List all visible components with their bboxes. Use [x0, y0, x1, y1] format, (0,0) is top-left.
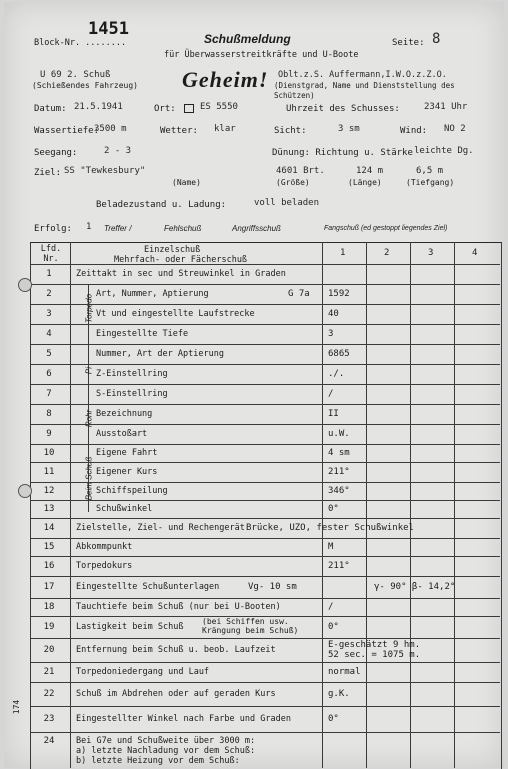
row-divider [30, 706, 500, 707]
sea-value: 2 - 3 [104, 146, 132, 156]
row-number: 1 [46, 269, 52, 279]
row-divider [30, 344, 500, 345]
col-header-2: 2 [384, 248, 390, 258]
row-divider [30, 284, 500, 285]
row-value: 0° [328, 714, 339, 724]
visibility-value: 3 sm [338, 124, 360, 134]
row-extra: (bei Schiffen usw. Krängung beim Schuß) [202, 617, 299, 635]
row-label: Zielstelle, Ziel- und Rechengerät [76, 523, 245, 533]
row-value: 0° [328, 622, 339, 632]
load-value: voll beladen [254, 198, 320, 208]
target-length: 124 m [356, 166, 384, 176]
row-label: Eigener Kurs [96, 467, 158, 477]
block-label: Block-Nr. ........ [34, 38, 127, 48]
target-draught: 6,5 m [416, 166, 444, 176]
depth-value: 3500 m [94, 124, 127, 134]
depth-label: Wassertiefe: [34, 126, 100, 136]
catch-label: Fangschuß (ed gestoppt liegendes Ziel) [324, 225, 448, 232]
group-rohr: Rohr [84, 409, 94, 428]
row-label: Lastigkeit beim Schuß [76, 622, 184, 632]
visibility-label: Sicht: [274, 126, 307, 136]
attack-label: Angriffsschuß [232, 224, 281, 233]
row-value: 3 [328, 329, 334, 339]
column-divider [366, 242, 367, 768]
form-title: Schußmeldung [204, 32, 291, 46]
row-value: g.K. [328, 689, 350, 699]
wind-value: NO 2 [444, 124, 466, 134]
row-number: 15 [43, 542, 55, 552]
row-value: 40 [328, 309, 339, 319]
column-divider [454, 242, 455, 768]
row-label: Eingestellter Winkel nach Farbe und Graden [76, 714, 291, 724]
row-number: 23 [43, 714, 55, 724]
date-value: 21.5.1941 [74, 102, 123, 112]
row-number: 19 [43, 622, 55, 632]
col-header-1: 1 [340, 248, 346, 258]
row-divider [30, 682, 500, 683]
row-divider [30, 404, 500, 405]
row-divider [30, 264, 500, 265]
row-number: 12 [43, 486, 55, 496]
col-nr-header: Lfd. Nr. [40, 244, 62, 264]
row-divider [30, 384, 500, 385]
column-divider [322, 242, 323, 768]
row-extra: Vg- 10 sm [248, 582, 297, 592]
misses-label: Fehlschuß [164, 224, 202, 233]
row-number: 16 [43, 561, 55, 571]
target-size-caption: (Größe) [276, 178, 310, 187]
row-number: 21 [43, 667, 55, 677]
row-label: Schiffspeilung [96, 486, 168, 496]
margin-note: 174 [12, 699, 22, 715]
col-desc-header-1: Einzelschuß [144, 245, 201, 255]
wind-label: Wind: [400, 126, 428, 136]
row-number: 22 [43, 689, 55, 699]
row-label: Eigene Fahrt [96, 448, 158, 458]
row-number: 20 [43, 645, 55, 655]
row-value: 346° [328, 486, 350, 496]
row-number: 2 [46, 289, 52, 299]
swell-label: Dünung: Richtung u. Stärke [272, 148, 413, 158]
row-value: normal [328, 667, 361, 677]
row-extra: Brücke, UZO, fester Schußwinkel [246, 523, 414, 533]
weather-label: Wetter: [160, 126, 198, 136]
row-value: M [328, 542, 334, 552]
row-label: Art, Nummer, Aptierung [96, 289, 209, 299]
row-divider [30, 364, 500, 365]
row-number: 14 [43, 523, 55, 533]
row-divider [30, 662, 500, 663]
row-value: 4 sm [328, 448, 350, 458]
target-size: 4601 Brt. [276, 166, 325, 176]
row-divider [30, 598, 500, 599]
row-label: Eingestellte Tiefe [96, 329, 189, 339]
group-torpedo: Torpedo [84, 293, 94, 324]
row-extra: a) letzte Nachladung vor dem Schuß: [76, 746, 256, 756]
row-value: 1592 [328, 289, 350, 299]
place-value: ES 5550 [200, 102, 238, 112]
row-divider [30, 732, 500, 733]
row-divider [30, 518, 500, 519]
row-value: b) letzte Heizung vor dem Schuß: [76, 756, 240, 766]
form-subtitle: für Überwasserstreitkräfte und U-Boote [164, 50, 359, 60]
target-length-caption: (Länge) [348, 178, 382, 187]
row-number: 6 [46, 369, 52, 379]
row-value: 211° [328, 561, 350, 571]
row-value: 0° [328, 504, 339, 514]
row-number: 10 [43, 448, 55, 458]
row-extra: G 7a [288, 289, 310, 299]
row-label: Ausstoßart [96, 429, 148, 439]
page-label: Seite: [392, 38, 425, 48]
row-label: Z-Einstellring [96, 369, 168, 379]
row-label: Torpedokurs [76, 561, 133, 571]
row-label: Bezeichnung [96, 409, 153, 419]
row-number: 7 [46, 389, 52, 399]
target-label: Ziel: [34, 168, 62, 178]
group-beim-schuss: Beim Schuß [84, 456, 94, 501]
row-divider [30, 444, 500, 445]
row-number: 18 [43, 602, 55, 612]
row-number: 17 [43, 582, 55, 592]
row-number: 4 [46, 329, 52, 339]
row-label: Schuß im Abdrehen oder auf geraden Kurs [76, 689, 276, 699]
grid-square-icon [184, 104, 194, 113]
col-header-3: 3 [428, 248, 434, 258]
sea-label: Seegang: [34, 148, 78, 158]
weather-value: klar [214, 124, 236, 134]
row-label: Vt und eingestellte Laufstrecke [96, 309, 255, 319]
row-divider [30, 304, 500, 305]
column-divider [70, 242, 71, 768]
load-label: Beladezustand u. Ladung: [96, 200, 227, 210]
row-divider [30, 324, 500, 325]
row-label: Entfernung beim Schuß u. beob. Laufzeit [76, 645, 276, 655]
row-divider [30, 462, 500, 463]
row-value: II [328, 409, 339, 419]
vessel-value: U 69 2. Schuß [40, 70, 111, 80]
officer-caption: (Dienstgrad, Name und Dienststellung des Schützen) [274, 81, 455, 100]
target-value: SS "Tewkesbury" [64, 166, 146, 176]
vessel-caption: (Schießendes Fahrzeug) [32, 81, 138, 90]
row-label: Schußwinkel [96, 504, 153, 514]
punch-hole [18, 278, 32, 292]
row-number: 3 [46, 309, 52, 319]
row-label: Tauchtiefe beim Schuß (nur bei U-Booten) [76, 602, 281, 612]
row-label: Zeittakt in sec und Streuwinkel in Graden [76, 269, 286, 279]
row-label: Eingestellte Schußunterlagen [76, 582, 220, 592]
hits-label: Treffer / [104, 224, 132, 233]
secret-stamp: Geheim! [182, 67, 269, 92]
group-pi: Pi [84, 366, 94, 375]
row-value: 6865 [328, 349, 350, 359]
col-header-4: 4 [472, 248, 478, 258]
row-divider [30, 482, 500, 483]
place-label: Ort: [154, 104, 176, 114]
row-value: u.W. [328, 429, 350, 439]
row-number: 8 [46, 409, 52, 419]
row-number: 13 [43, 504, 55, 514]
row-label: Abkommpunkt [76, 542, 133, 552]
row-number: 9 [46, 429, 52, 439]
row-divider [30, 638, 500, 639]
date-label: Datum: [34, 104, 67, 114]
page-number: 8 [432, 31, 441, 47]
row-value: / [328, 602, 334, 612]
punch-hole [18, 484, 32, 498]
row-extra: E-geschätzt 9 hm. [328, 640, 421, 650]
row-value: 211° [328, 467, 350, 477]
row-divider [30, 576, 500, 577]
row-divider [30, 556, 500, 557]
row-divider [30, 424, 500, 425]
report-form [4, 2, 504, 768]
row-number: 5 [46, 349, 52, 359]
result-label: Erfolg: [34, 224, 72, 234]
time-label: Uhrzeit des Schusses: [286, 104, 400, 114]
officer-value: Oblt.z.S. Auffermann,I.W.O.z.Z.O. [278, 70, 447, 80]
row-label: Bei G7e und Schußweite über 3000 m: [76, 736, 256, 746]
hits-value: 1 [86, 222, 92, 232]
row-number: 11 [43, 467, 55, 477]
row-number: 24 [43, 736, 55, 746]
row-value: ./. [328, 369, 345, 379]
row-label: Nummer, Art der Aptierung [96, 349, 224, 359]
row-divider [30, 538, 500, 539]
time-value: 2341 Uhr [424, 102, 468, 112]
row-value: 52 sec. = 1075 m. [328, 650, 421, 660]
target-draught-caption: (Tiefgang) [406, 178, 455, 187]
target-name-caption: (Name) [172, 178, 201, 187]
col-desc-header-2: Mehrfach- oder Fächerschuß [114, 255, 248, 265]
swell-value: leichte Dg. [414, 146, 474, 156]
row-label: Torpedoniedergang und Lauf [76, 667, 210, 677]
block-number: 1451 [88, 19, 129, 39]
row-value: γ- 90° β- 14,2° [374, 582, 456, 592]
row-value: / [328, 389, 334, 399]
row-label: S-Einstellring [96, 389, 168, 399]
row-divider [30, 500, 500, 501]
column-divider [410, 242, 411, 768]
